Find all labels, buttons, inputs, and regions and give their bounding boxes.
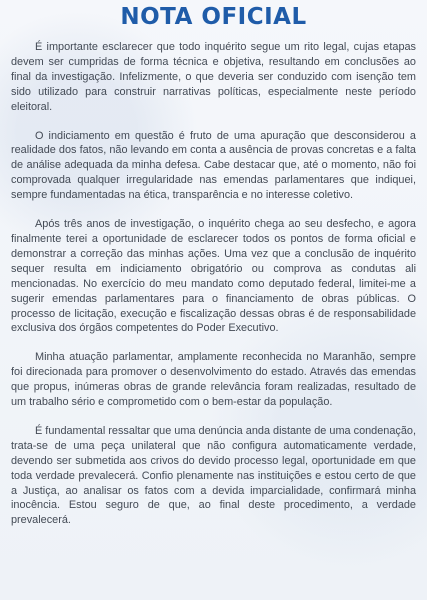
page-title: NOTA OFICIAL <box>120 4 307 30</box>
paragraph-2: O indiciamento em questão é fruto de uma apuração que desconsiderou a realidade dos fatos, não levando em conta a ausência de provas concretas e a falta de análise adequada da minha defesa. Cabe destacar que, até o momento, não foi comprovada qualquer irregularidade nas emendas parlamentares que indiquei, sempre fundamentadas na ética, transparência e no interesse coletivo. <box>11 129 416 202</box>
paragraph-3: Após três anos de investigação, o inquérito chega ao seu desfecho, e agora finalmente terei a oportunidade de esclarecer todos os pontos de forma oficial e demonstrar a correção das minhas ações. Uma vez que a conclusão de inquérito sequer resulta em indiciamento obrigatório ou comprova as condutas ali mencionadas. No exercício do meu mandato como deputado federal, limitei-me a sugerir emendas parlamentares para o financiamento de obras públicas. O processo de licitação, execução e fiscalização dessas obras é de responsabilidade exclusiva dos órgãos competentes do Poder Executivo. <box>11 218 416 335</box>
note-body <box>11 40 416 528</box>
paragraph-5: É fundamental ressaltar que uma denúncia anda distante de uma condenação, trata-se de uma peça unilateral que não configura automaticamente verdade, devendo ser submetida aos crivos do devido processo legal, oportunidade em que toda verdade prevalecerá. Confio plenamente nas instituições e estou certo de que a Justiça, ao analisar os fatos com a devida imparcialidade, confirmará minha inocência. Estou seguro de que, ao final deste procedimento, a verdade prevalecerá. <box>11 424 416 527</box>
paragraph-1: É importante esclarecer que todo inquérito segue um rito legal, cujas etapas devem ser cumpridas de forma técnica e objetiva, resultando em conclusões ao final da investigação. Infelizmente, o que deveria ser conduzido com isenção tem sido utilizado para construir narrativas políticas, especialmente neste período eleitoral. <box>11 41 416 113</box>
paragraph-4: Minha atuação parlamentar, amplamente reconhecida no Maranhão, sempre foi direcionada para promover o desenvolvimento do estado. Através das emendas que propus, inúmeras obras de grande relevância foram realizadas, resultado de um trabalho sério e comprometido com o bem-estar da população. <box>11 351 416 409</box>
